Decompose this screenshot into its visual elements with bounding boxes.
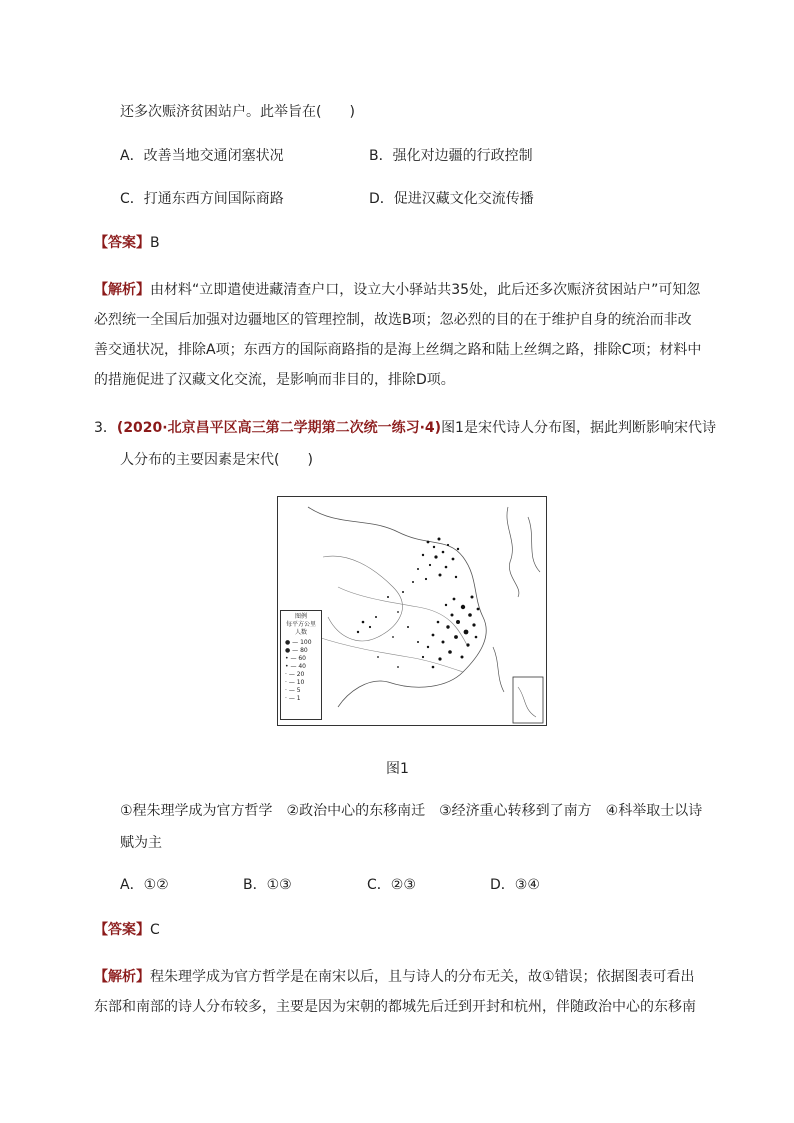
q3-option-c: C．②③ bbox=[367, 877, 416, 893]
q3-option-a: A．①② bbox=[120, 877, 169, 893]
legend-title: 图例 bbox=[294, 613, 307, 620]
legend-item: · — 1 bbox=[285, 695, 301, 702]
q3-answer-label: 【答案】 bbox=[94, 922, 150, 938]
legend-item: • — 60 bbox=[285, 655, 306, 662]
q3-analysis-text: 程朱理学成为官方哲学是在南宋以后，且与诗人的分布无关，故①错误；依据图表可看出东部和南部的诗人分布较多，主要是因为宋朝的都城先后迁到开封和杭州，伴随政治中心的东移南 bbox=[94, 969, 696, 1015]
q3-option-d: D．③④ bbox=[490, 877, 540, 893]
q3-statements-line1: ①程朱理学成为官方哲学 ②政治中心的东移南迁 ③经济重心转移到了南方 ④科举取士以诗 bbox=[120, 803, 703, 819]
q2-answer bbox=[94, 233, 160, 253]
q2-option-b: B．强化对边疆的行政控制 bbox=[369, 148, 533, 164]
q2-answer-label: 【答案】 bbox=[94, 235, 150, 251]
legend-item: · — 10 bbox=[285, 679, 305, 686]
legend-item: · — 5 bbox=[285, 687, 301, 694]
q3-analysis bbox=[94, 962, 704, 1022]
q3-answer bbox=[94, 920, 160, 940]
q3-number: 3． bbox=[94, 420, 117, 436]
legend-item: · — 20 bbox=[285, 671, 305, 678]
figure-caption: 图1 bbox=[386, 761, 409, 777]
q2-option-a: A．改善当地交通闭塞状况 bbox=[120, 148, 284, 164]
q3-answer-value: C bbox=[150, 922, 160, 938]
legend-subtitle2: 人数 bbox=[294, 629, 307, 636]
legend-subtitle: 每平方公里 bbox=[285, 621, 316, 628]
q3-source: (2020·北京昌平区高三第二学期第二次统一练习·4) bbox=[116, 420, 442, 436]
poet-dots bbox=[357, 538, 480, 669]
map-legend bbox=[280, 610, 322, 720]
q3-stem-line1 bbox=[94, 418, 716, 438]
q3-stem-line2: 人分布的主要因素是宋代( ) bbox=[120, 452, 313, 468]
legend-item: ● — 80 bbox=[285, 647, 308, 654]
q2-option-c: C．打通东西方间国际商路 bbox=[120, 191, 284, 207]
q2-analysis-text: 由材料“立即遣使进藏清查户口，设立大小驿站共35处，此后还多次赈济贫困站户”可知忽必烈统一全国后加强对边疆地区的管理控制，故选B项；忽必烈的目的在于维护自身的统治而非改善交通状况，排除A项；东西方的国际商路指的是海上丝绸之路和陆上丝绸之路，排除C项；材料中的措施促进了汉藏文化交流，是影响而非目的，排除D项。 bbox=[94, 282, 702, 388]
q3-analysis-label: 【解析】 bbox=[94, 969, 150, 985]
q3-stem-text: 图1是宋代诗人分布图，据此判断影响宋代诗 bbox=[441, 420, 716, 436]
q3-option-b: B．①③ bbox=[243, 877, 292, 893]
legend-item: ● — 100 bbox=[285, 639, 312, 646]
q2-analysis bbox=[94, 275, 704, 395]
q2-answer-value: B bbox=[150, 235, 160, 251]
legend-item: • — 40 bbox=[285, 663, 306, 670]
q3-statements-line2: 赋为主 bbox=[120, 835, 162, 851]
q2-analysis-label: 【解析】 bbox=[94, 282, 150, 298]
q2-stem-tail: 还多次赈济贫困站户。此举旨在( ) bbox=[120, 104, 355, 120]
q2-option-d: D．促进汉藏文化交流传播 bbox=[369, 191, 534, 207]
